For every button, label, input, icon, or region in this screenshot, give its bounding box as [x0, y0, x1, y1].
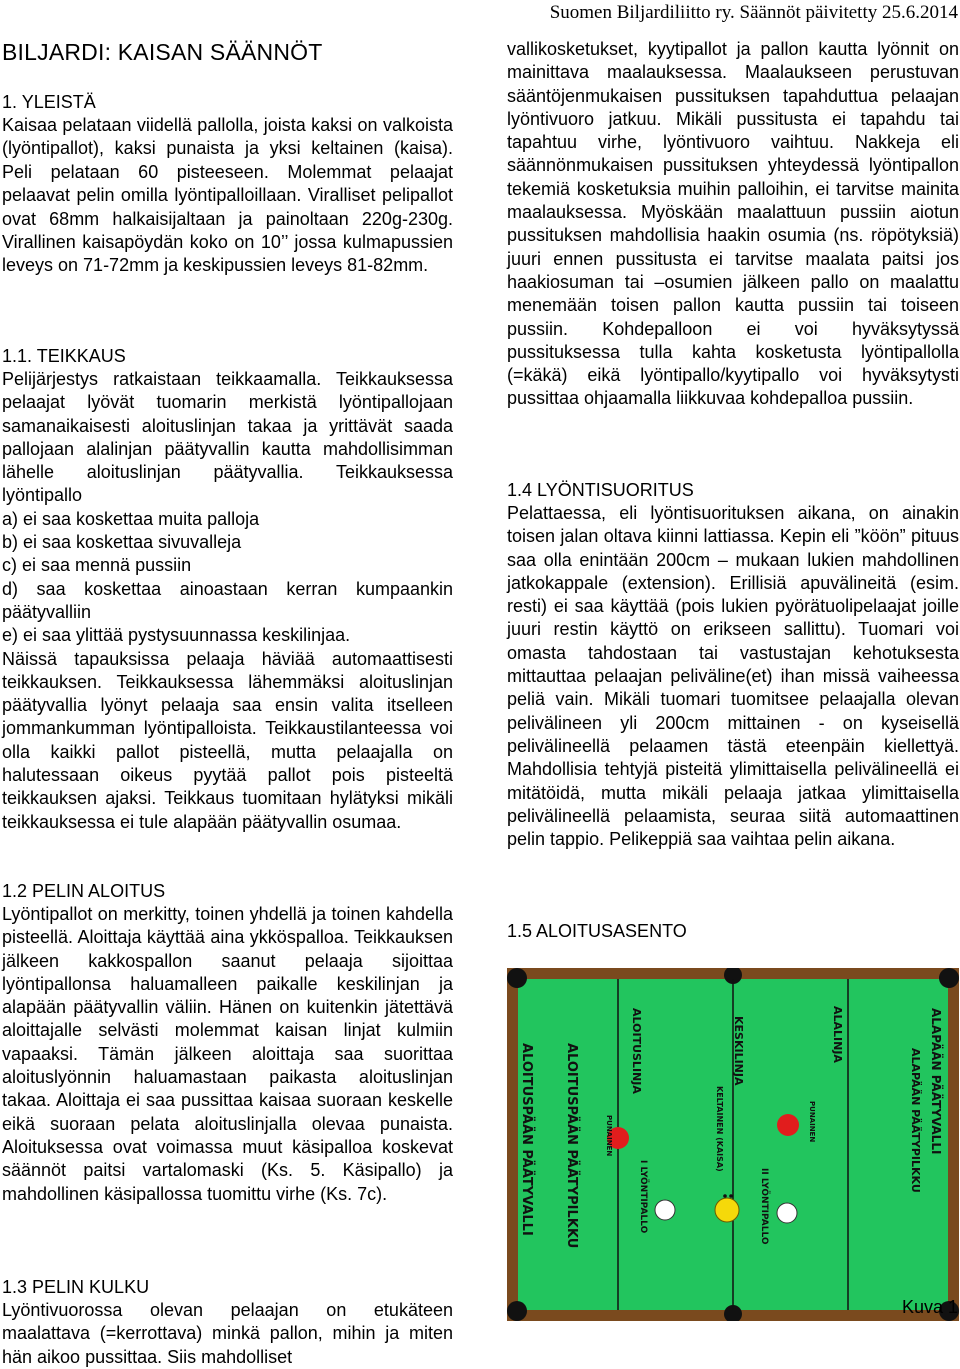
table-diagram-svg	[507, 968, 959, 1321]
document-title: BILJARDI: KAISAN SÄÄNNÖT	[2, 39, 323, 65]
section-text-teikkaus: Pelijärjestys ratkaistaan teikkaamalla. Teikkauksessa pelaajat lyövät tuomarin merkistä lyöntipallojaan samanaikaisesti aloituslinjan takaa ja yrittävät saada pallojaan alalinjan päätyvallin kautta mahdollisimman lähelle aloituslinjan päätyvallia. Teikkauksessa lyöntipallo	[2, 369, 453, 506]
cue-ball-2-icon	[777, 1203, 797, 1223]
corner-pocket-icon	[507, 968, 527, 988]
section-heading-aloitusasento: 1.5 ALOITUSASENTO	[507, 921, 687, 941]
section-heading-pelin-aloitus: 1.2 PELIN ALOITUS	[2, 881, 166, 901]
label-aloituslinja: ALOITUSLINJA	[630, 1008, 643, 1094]
figure-caption: Kuva 1	[901, 1297, 958, 1317]
section-text-yleista: Kaisaa pelataan viidellä pallolla, joista kaksi on valkoista (lyöntipallot), kaksi punaista ja yksi keltainen (kaisa). Peli pelataan 60 pisteeseen. Molemmat pelaajat pelaavat pelin omilla lyöntipalloillaan. Viralliset pelipallot ovat 68mm halkaisijaltaan ja painoltaan 220g-230g. Virallinen kaisapöydän koko on 10’’ jossa kulmapussien leveys on 71-72mm ja keskipussien leveys 81-82mm.	[2, 115, 453, 276]
section-1-3	[2, 1276, 453, 1369]
list-item: d) saa koskettaa ainoastaan kerran kumpaankin päätyvalliin	[2, 578, 453, 622]
corner-pocket-icon	[939, 968, 959, 988]
section-heading-pelin-kulku: 1.3 PELIN KULKU	[2, 1277, 150, 1297]
section-1-4	[507, 479, 959, 851]
cue-ball-1-icon	[655, 1200, 675, 1220]
label-aloituspaan-paatyvalli: ALOITUSPÄÄN PÄÄTYVALLI	[519, 1043, 534, 1236]
label-alapaan-paatypilkku: ALAPÄÄN PÄÄTYPILKKU	[909, 1048, 922, 1193]
ball-mark	[729, 1194, 733, 1198]
section-1-5	[507, 920, 959, 943]
label-aloituspaan-paatypilkku: ALOITUSPÄÄN PÄÄTYPILKKU	[564, 1043, 579, 1249]
label-alapaan-paatyvalli: ALAPÄÄN PÄÄTYVALLI	[929, 1008, 943, 1155]
section-text-pelin-kulku: Lyöntivuorossa olevan pelaajan on etukäteen maalattava (=kerrottava) minkä pallon, mihin ja miten hän aikoo pussittaa. Siis mahdolliset	[2, 1300, 453, 1367]
table-diagram	[507, 968, 959, 1321]
section-text-pelin-kulku-cont: vallikosketukset, kyytipallot ja pallon kautta lyönnit on mainittava maalauksessa. Maalaukseen perustuvan sääntöjenmukaisen pussituksen tapahduttua pelaajan lyöntivuoro jatkuu. Mikäli pussitusta ei tapahdu tai tapahtuu virhe, lyöntivuoro vaihtuu. Nakkeja eli säännönmukaisen pussituksen yhteydessä lyöntipallon tekemiä kosketuksia muihin palloihin, ei tarvitse mainita maalauksessa. Myöskään maalattuun pussiin aiotun pussituksen mahdollisia haakin osumia (ns. röpötyksiä) juuri ennen pussitusta ei tarvitse maalata paitsi jos haakiosuman tai –osumien jälkeen pallo on maalattu menemään toisen pallon kautta pussiin tai toiseen pussiin. Kohdepalloon ei voi hyväksytyssä pussituksessa tulla kahta kosketusta lyöntipallolla (=käkä) eikä lyöntipallo/kyytipallo voi hyväksytysti pussittaa ohjaamalla liikkuvaa kohdepalloa pussiin.	[507, 39, 959, 409]
section-1	[2, 91, 453, 278]
teikkaus-list	[2, 508, 453, 648]
section-text-pelin-aloitus: Lyöntipallot on merkitty, toinen yhdellä ja toinen kahdella pisteellä. Aloittaja käyttää aina ykköspalloa. Teikkauksen jälkeen kakkospallon saanut pelaaja sijoittaa lyöntipallonsa haluamalleen paikalle keskilinjan ja alapään päätyvallin väliin. Hänen on kuitenkin jätettävä aloittajalle selvästi molemmat kaisan linjat kulmiin vapaaksi. Tämän jälkeen aloittaja saa suorittaa aloituslyönnin haluamastaan paikasta aloituslinjan takaa. Aloittaja ei saa pussittaa kaisaa suoraan keskelle eikä suoraan pelata aloituslinjalla olevaa punaista. Aloituksessa ovat voimassa muut käsipalloa koskevat säännöt paitsi vartalomaski (Ks. 5. Käsipallo) ja mahdollinen käsipallossa tuomittu virhe (Ks. 7c).	[2, 904, 453, 1204]
section-heading-teikkaus: 1.1. TEIKKAUS	[2, 346, 126, 366]
label-punainen-2: PUNAINEN	[808, 1101, 816, 1143]
list-item: a) ei saa koskettaa muita palloja	[2, 508, 260, 529]
ball-mark	[723, 1194, 727, 1198]
label-keskilinja: KESKILINJA	[732, 1016, 745, 1086]
list-item: e) ei saa ylittää pystysuunnassa keskilinjaa.	[2, 625, 351, 646]
list-item: c) ei saa mennä pussiin	[2, 555, 192, 576]
section-text-lyontisuoritus: Pelattaessa, eli lyöntisuorituksen aikana, on ainakin toisen jalan oltava kiinni lattiassa. Kepin eli ”köön” pituus saa olla enintään 200cm – mukaan lukien mahdollinen jatkokappale (extension). Erillisiä apuvälineitä (esim. resti) ei saa käyttää (pois lukien pyörätuolipelaajat joille juuri restin käyttö on erikseen sallittu). Tuomari voi omasta tahdostaan tai vastustajan kehotuksesta mittauttaa pelaajan peliväline(et) ihan missä vaiheessa peliä vain. Mikäli tuomari tuomitsee pelaajalla olevan pelivälineen yli 200cm mittainen - on kyseisellä pelivälineellä pelaamen tästä eteenpäin kiellettyä. Mahdollisia tehtyjä pisteitä ylimittaisella pelivälineellä ei mitätöidä, mutta mikäli pelaaja jatkaa ylimittaisella pelivälineellä pelaamista, seuraa siitä automaattinen pelin tappio. Pelikeppiä saa vaihtaa pelin aikana.	[507, 503, 959, 850]
label-lyontipallo-1: I LYÖNTIPALLO	[638, 1160, 648, 1234]
section-1-1	[2, 345, 453, 834]
section-1-2	[2, 880, 453, 1206]
section-heading-yleista: 1. YLEISTÄ	[2, 92, 96, 112]
red-ball-icon	[777, 1114, 799, 1136]
yellow-ball-icon	[715, 1198, 739, 1222]
label-lyontipallo-2: II LYÖNTIPALLO	[759, 1168, 769, 1245]
section-text-teikkaus-2: Näissä tapauksissa pelaaja häviää automaattisesti teikkauksen. Teikkauksessa lähemmäksi aloituslinjan päätyvallia lyönyt pelaaja saa ensin valita itselleen jommankumman lyöntipalloista. Teikkaustilanteessa voi olla kaikki pallot pisteellä, mutta pelaajalla on halutessaan oikeus pyytää pallot pois pisteeltä teikkauksen ajaksi. Teikkaus tuomitaan hylätyksi mikäli teikkauksessa ei tule alapään päätyvallin osumaa.	[2, 648, 453, 832]
label-keltainen: KELTAINEN (KAISA)	[715, 1086, 724, 1172]
label-punainen-1: PUNAINEN	[605, 1115, 613, 1157]
label-alalinja: ALALINJA	[831, 1006, 844, 1063]
page-header: Suomen Biljardiliitto ry. Säännöt päivitetty 25.6.2014	[549, 2, 958, 23]
list-item: b) ei saa koskettaa sivuvalleja	[2, 532, 242, 553]
section-1-3-continued	[507, 38, 959, 411]
corner-pocket-icon	[507, 1301, 527, 1321]
section-heading-lyontisuoritus: 1.4 LYÖNTISUORITUS	[507, 480, 694, 500]
